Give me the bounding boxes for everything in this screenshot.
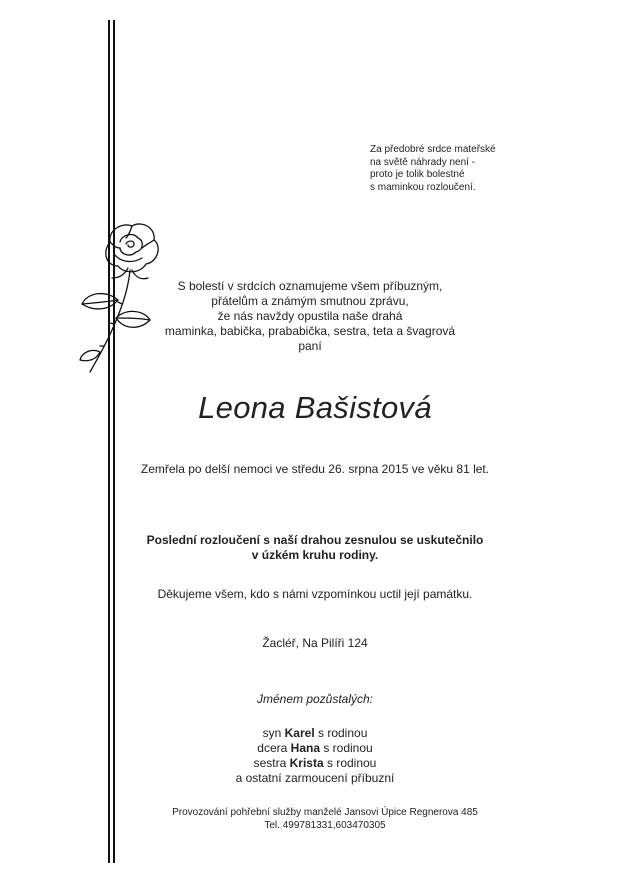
funeral-service-footer	[110, 806, 540, 832]
motto-line: proto je tolik bolestné	[370, 169, 465, 180]
intro-line: maminka, babička, prababička, sestra, teta a švagrová	[164, 324, 456, 338]
mourner-line: syn Karel s rodinou	[262, 726, 368, 740]
motto-line: na světě náhrady není -	[370, 156, 476, 168]
motto-verse	[370, 144, 540, 194]
mourner-line: sestra Krista s rodinou	[253, 756, 377, 770]
farewell-line: v úzkém kruhu rodiny.	[251, 548, 379, 562]
mourner-line: dcera Hana s rodinou	[257, 741, 373, 755]
death-notice: Zemřela po delší nemoci ve středu 26. srpna 2015 ve věku 81 let.	[140, 462, 490, 476]
thanks-text: Děkujeme všem, kdo s námi vzpomínkou uctil její památku.	[157, 587, 473, 601]
mourners-title: Jménem pozůstalých:	[256, 692, 374, 706]
motto-line: s maminkou rozloučení.	[370, 181, 476, 193]
intro-line: S bolestí v srdcích oznamujeme všem příbuzným,	[177, 279, 443, 293]
mourners-list	[110, 726, 520, 786]
intro-line: přátelům a známým smutnou zprávu,	[211, 294, 409, 308]
farewell-line: Poslední rozloučení s naší drahou zesnulou se uskutečnilo	[146, 533, 484, 547]
address: Žacléř, Na Pilíři 124	[262, 636, 368, 650]
farewell-notice	[110, 533, 520, 563]
funeral-service-name: Provozování pohřební služby manželé Jansovi Úpice Regnerova 485	[172, 807, 478, 818]
mourner-name: Karel	[284, 726, 315, 740]
motto-line: Za předobré srdce mateřské	[370, 144, 496, 155]
mourner-line: a ostatní zarmoucení příbuzní	[235, 771, 395, 785]
intro-line: paní	[298, 339, 322, 353]
intro-announcement	[150, 279, 470, 354]
mourner-name: Hana	[290, 741, 320, 755]
funeral-service-phone: Tel. 499781331,603470305	[264, 820, 386, 831]
intro-line: že nás navždy opustila naše drahá	[217, 309, 403, 323]
deceased-name: Leona Bašistová	[198, 390, 432, 425]
mourner-name: Krista	[289, 756, 324, 770]
